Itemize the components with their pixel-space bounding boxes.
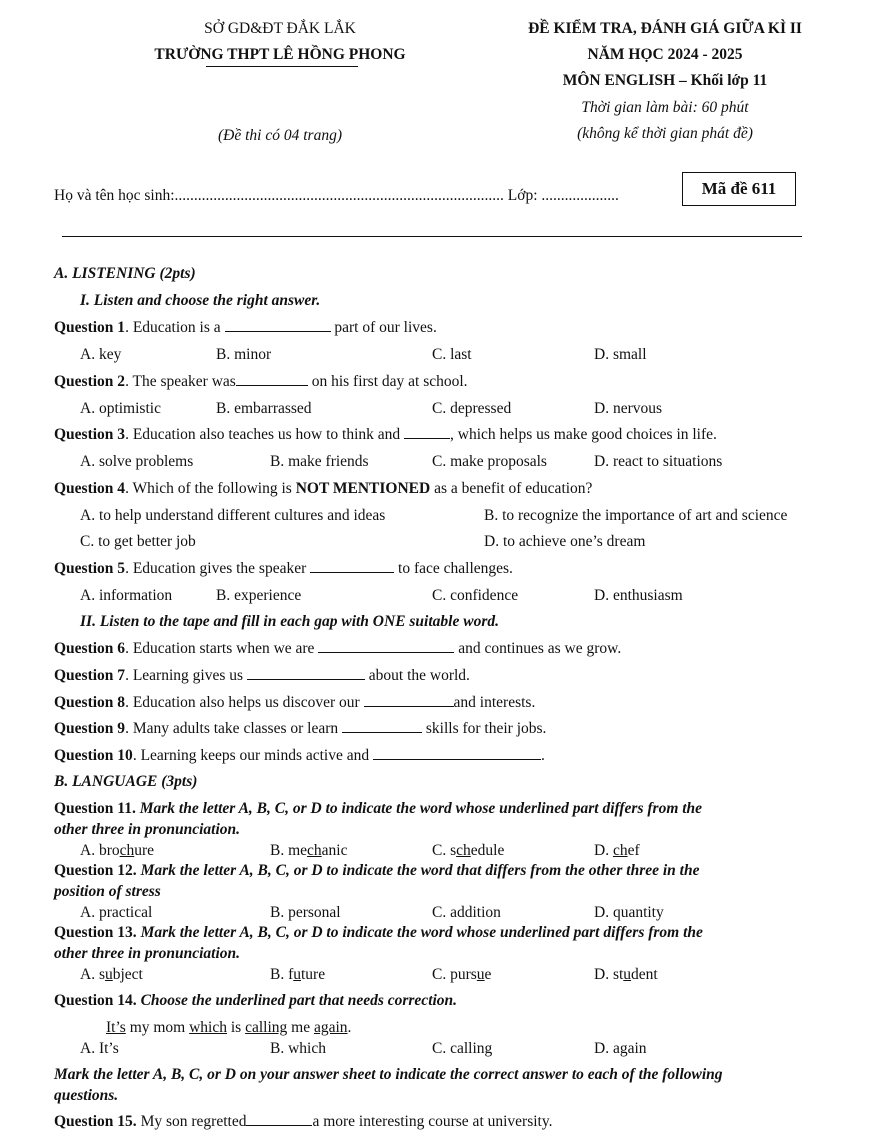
- option-a: A. to help understand different cultures and ideas: [80, 507, 386, 524]
- exam-title: ĐỀ KIỂM TRA, ĐÁNH GIÁ GIỮA KÌ II: [528, 20, 802, 37]
- option-c: C. addition: [432, 904, 501, 921]
- question-15-label: Question 15.: [54, 1113, 137, 1130]
- school-year: NĂM HỌC 2024 - 2025: [587, 46, 743, 63]
- option-b: B. embarrassed: [216, 400, 312, 417]
- question-13-instruction: other three in pronunciation.: [54, 945, 241, 962]
- option-c: C. pursue: [432, 966, 492, 983]
- section-instruction-cont: questions.: [54, 1087, 119, 1104]
- answer-blank: [404, 426, 450, 439]
- part-1-title: I. Listen and choose the right answer.: [80, 292, 321, 309]
- question-1: Question 1. Education is a part of our lives.: [54, 319, 437, 336]
- question-13: Question 13. Mark the letter A, B, C, or D to indicate the word whose underlined part differs from the: [54, 924, 703, 941]
- option-a: A. It’s: [80, 1040, 119, 1057]
- option-b: B. personal: [270, 904, 341, 921]
- option-a: A. key: [80, 346, 122, 363]
- question-7-label: Question 7: [54, 667, 126, 684]
- question-14-label: Question 14.: [54, 992, 137, 1009]
- question-9: Question 9. Many adults take classes or learn skills for their jobs.: [54, 720, 547, 737]
- option-d: D. small: [594, 346, 647, 363]
- pages-note: (Đề thi có 04 trang): [218, 127, 342, 144]
- answer-blank: [236, 373, 308, 386]
- option-c: C. calling: [432, 1040, 493, 1057]
- exam-code-box: Mã đề 611: [682, 172, 796, 206]
- option-a: A. solve problems: [80, 453, 194, 470]
- question-10-label: Question 10: [54, 747, 133, 764]
- option-b: B. future: [270, 966, 326, 983]
- option-d: D. again: [594, 1040, 647, 1057]
- option-c: C. schedule: [432, 842, 505, 859]
- option-d: D. nervous: [594, 400, 663, 417]
- question-4: Question 4. Which of the following is NOT MENTIONED as a benefit of education?: [54, 480, 593, 497]
- question-8-label: Question 8: [54, 694, 126, 711]
- option-d: D. react to situations: [594, 453, 723, 470]
- question-12-label: Question 12.: [54, 862, 137, 879]
- question-4-label: Question 4: [54, 480, 126, 497]
- time-limit: Thời gian làm bài: 60 phút: [581, 99, 749, 116]
- option-c: C. depressed: [432, 400, 512, 417]
- option-a: A. subject: [80, 966, 143, 983]
- error-sentence: It’s my mom which is calling me again.: [106, 1019, 352, 1036]
- question-7: Question 7. Learning gives us about the world.: [54, 667, 470, 684]
- question-2-label: Question 2: [54, 373, 126, 390]
- option-b: B. to recognize the importance of art and science: [484, 507, 788, 524]
- time-note: (không kể thời gian phát đề): [577, 125, 753, 142]
- option-d: D. to achieve one’s dream: [484, 533, 646, 550]
- answer-blank: [364, 694, 454, 707]
- option-a: A. information: [80, 587, 173, 604]
- answer-blank: [247, 667, 365, 680]
- option-d: D. quantity: [594, 904, 664, 921]
- answer-blank: [225, 319, 331, 332]
- option-b: B. mechanic: [270, 842, 348, 859]
- option-c: C. make proposals: [432, 453, 547, 470]
- question-9-label: Question 9: [54, 720, 126, 737]
- question-13-label: Question 13.: [54, 924, 137, 941]
- school-underline: [206, 66, 358, 67]
- option-c: C. to get better job: [80, 533, 196, 550]
- section-a-title: A. LISTENING (2pts): [54, 265, 196, 282]
- question-10: Question 10. Learning keeps our minds active and .: [54, 747, 545, 764]
- part-2-title: II. Listen to the tape and fill in each gap with ONE suitable word.: [80, 613, 499, 630]
- section-instruction: Mark the letter A, B, C, or D on your answer sheet to indicate the correct answer to each of the following: [54, 1066, 723, 1083]
- option-b: B. experience: [216, 587, 302, 604]
- option-b: B. which: [270, 1040, 326, 1057]
- question-6: Question 6. Education starts when we are and continues as we grow.: [54, 640, 622, 657]
- question-12: Question 12. Mark the letter A, B, C, or D to indicate the word that differs from the other three in the: [54, 862, 700, 879]
- question-6-label: Question 6: [54, 640, 126, 657]
- answer-blank: [310, 560, 394, 573]
- question-14: Question 14. Choose the underlined part that needs correction.: [54, 992, 458, 1009]
- department-name: SỞ GD&ĐT ĐẮK LẮK: [204, 20, 356, 37]
- section-b-title: B. LANGUAGE (3pts): [54, 773, 198, 790]
- answer-blank: [246, 1113, 312, 1126]
- option-d: D. chef: [594, 842, 640, 859]
- question-5-label: Question 5: [54, 560, 126, 577]
- question-11: Question 11. Mark the letter A, B, C, or D to indicate the word whose underlined part differs from the: [54, 800, 703, 817]
- question-12-instruction: position of stress: [54, 883, 161, 900]
- option-b: B. make friends: [270, 453, 369, 470]
- student-info-line: Họ và tên học sinh:..................................................................................... Lớp: ....................: [54, 187, 619, 204]
- question-2: Question 2. The speaker was on his first day at school.: [54, 373, 468, 390]
- school-name: TRƯỜNG THPT LÊ HỒNG PHONG: [154, 46, 406, 63]
- option-b: B. minor: [216, 346, 272, 363]
- question-3: Question 3. Education also teaches us how to think and , which helps us make good choices in life.: [54, 426, 717, 443]
- question-3-label: Question 3: [54, 426, 126, 443]
- question-15: Question 15. My son regretted a more interesting course at university.: [54, 1113, 553, 1130]
- option-a: A. brochure: [80, 842, 155, 859]
- answer-blank: [373, 747, 541, 760]
- option-a: A. practical: [80, 904, 153, 921]
- option-c: C. confidence: [432, 587, 519, 604]
- option-a: A. optimistic: [80, 400, 161, 417]
- option-d: D. student: [594, 966, 658, 983]
- subject-line: MÔN ENGLISH – Khối lớp 11: [562, 72, 768, 89]
- question-8: Question 8. Education also helps us discover our and interests.: [54, 694, 536, 711]
- question-1-label: Question 1: [54, 319, 126, 336]
- question-11-label: Question 11.: [54, 800, 136, 817]
- header-divider: [62, 236, 802, 237]
- question-11-instruction: other three in pronunciation.: [54, 821, 241, 838]
- answer-blank: [318, 640, 454, 653]
- answer-blank: [342, 720, 422, 733]
- option-d: D. enthusiasm: [594, 587, 683, 604]
- question-5: Question 5. Education gives the speaker to face challenges.: [54, 560, 513, 577]
- option-c: C. last: [432, 346, 472, 363]
